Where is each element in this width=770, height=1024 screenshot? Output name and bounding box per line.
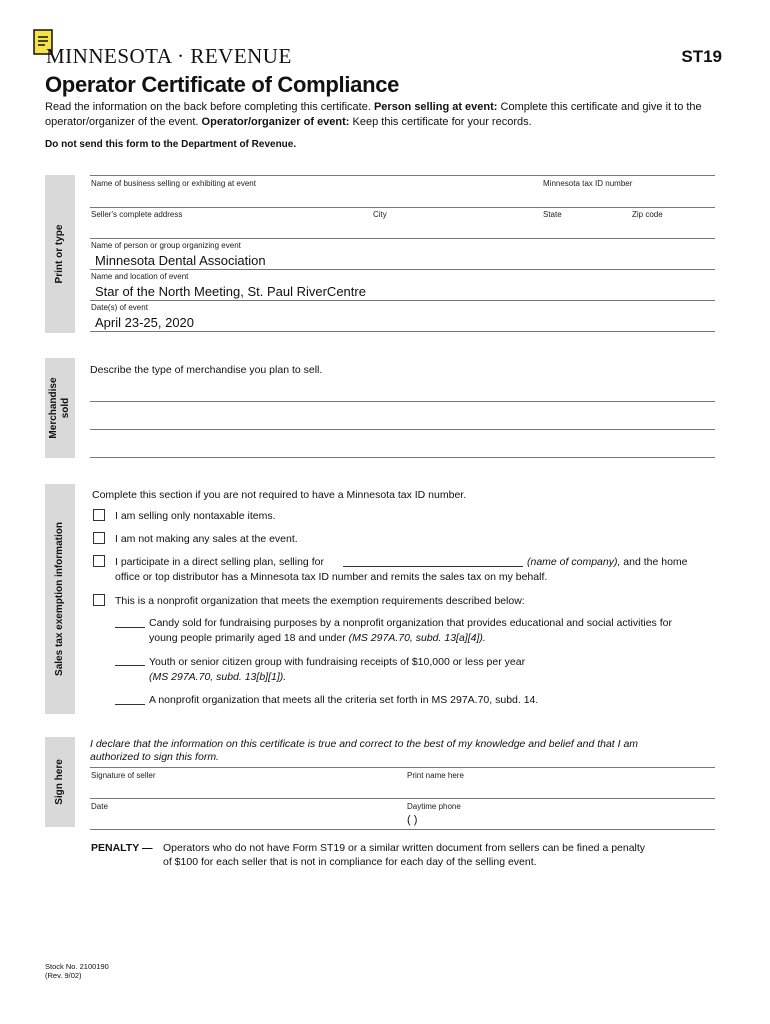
date-label: Date <box>91 802 108 811</box>
zip-label: Zip code <box>632 210 663 219</box>
date-field[interactable] <box>90 812 390 828</box>
merchandise-line-2[interactable] <box>90 429 715 430</box>
no-sales-checkbox[interactable] <box>93 532 105 544</box>
event-field[interactable]: Star of the North Meeting, St. Paul RiverCentre <box>95 284 366 299</box>
divider <box>90 767 715 768</box>
company-name-field[interactable] <box>343 566 523 567</box>
event-label: Name and location of event <box>91 272 189 281</box>
stock-number: Stock No. 2100190 <box>45 962 109 971</box>
divider <box>90 269 715 270</box>
penalty-label: PENALTY — <box>91 842 153 854</box>
youth-label: Youth or senior citizen group with fundraising receipts of $10,000 or less per year <box>149 656 526 668</box>
direct-selling-label: I participate in a direct selling plan, selling for <box>115 556 324 568</box>
sidebar-merch-label: Merchandise sold <box>48 377 71 439</box>
divider <box>90 331 715 332</box>
nonprofit-criteria-check-field[interactable] <box>115 704 145 705</box>
city-label: City <box>373 210 387 219</box>
nonprofit-label: This is a nonprofit organization that meets the exemption requirements described below: <box>115 595 525 607</box>
divider <box>90 829 715 830</box>
candy-label-line2: young people primarily aged 18 and under (MS 297A.70, subd. 13[a][4]). <box>149 632 486 644</box>
youth-label-line2: (MS 297A.70, subd. 13[b][1]). <box>149 671 287 683</box>
divider <box>90 238 715 239</box>
signature-label: Signature of seller <box>91 771 156 780</box>
declaration-text: I declare that the information on this certificate is true and correct to the best of my knowledge and belief and that I am <box>90 738 639 750</box>
exemption-intro: Complete this section if you are not required to have a Minnesota tax ID number. <box>92 489 467 501</box>
divider <box>90 798 715 799</box>
intro-text: Read the information on the back before completing this certificate. Person selling at event: Complete this certificate and give it to the operator/organizer of the event. Operator/organizer of event: Keep this certificate for your records. <box>45 101 702 128</box>
direct-selling-label-line2: office or top distributor has a Minnesota tax ID number and remits the sales tax on my behalf. <box>115 571 548 583</box>
candy-check-field[interactable] <box>115 627 145 628</box>
divider <box>90 207 715 208</box>
organizer-label: Name of person or group organizing event <box>91 241 241 250</box>
divider <box>90 175 715 176</box>
penalty-text: Operators who do not have Form ST19 or a similar written document from sellers can be fined a penalty <box>163 842 646 854</box>
sidebar-print <box>45 175 75 333</box>
form-code: ST19 <box>681 47 722 66</box>
address-field[interactable] <box>90 221 715 237</box>
address-label: Seller's complete address <box>91 210 183 219</box>
merchandise-line-3[interactable] <box>90 457 715 458</box>
merchandise-prompt: Describe the type of merchandise you plan to sell. <box>90 364 323 376</box>
nonprofit-checkbox[interactable] <box>93 594 105 606</box>
print-name-field[interactable] <box>406 782 715 798</box>
dates-label: Date(s) of event <box>91 303 148 312</box>
revision-date: (Rev. 9/02) <box>45 971 82 980</box>
tax-id-label: Minnesota tax ID number <box>543 179 633 188</box>
sidebar-sign-label: Sign here <box>54 759 65 805</box>
sidebar-merch <box>45 358 75 458</box>
dates-field[interactable]: April 23-25, 2020 <box>95 315 195 330</box>
business-name-field[interactable] <box>90 190 715 206</box>
phone-label: Daytime phone <box>407 802 461 811</box>
page-title: Operator Certificate of Compliance <box>45 72 400 97</box>
candy-label: Candy sold for fundraising purposes by a nonprofit organization that provides educational and social activities for <box>149 617 672 629</box>
warning-text: Do not send this form to the Department of Revenue. <box>45 139 297 150</box>
phone-field[interactable]: ( ) <box>407 814 418 826</box>
divider <box>90 300 715 301</box>
penalty-text-line2: of $100 for each seller that is not in compliance for each day of the selling event. <box>163 856 537 868</box>
sidebar-exempt <box>45 484 75 714</box>
sidebar-print-label: Print or type <box>54 224 65 284</box>
sidebar-exempt-label: Sales tax exemption information <box>54 522 65 676</box>
logo-text: MINNESOTA · REVENUE <box>46 44 292 68</box>
merchandise-line-1[interactable] <box>90 401 715 402</box>
business-name-label: Name of business selling or exhibiting at event <box>91 179 256 188</box>
organizer-field[interactable]: Minnesota Dental Association <box>95 253 266 268</box>
nonprofit-criteria-label: A nonprofit organization that meets all the criteria set forth in MS 297A.70, subd. 14. <box>149 694 539 706</box>
state-label: State <box>543 210 562 219</box>
direct-selling-label-cont: (name of company), and the home <box>527 556 688 568</box>
signature-field[interactable] <box>90 782 390 798</box>
direct-selling-checkbox[interactable] <box>93 555 105 567</box>
nontaxable-label: I am selling only nontaxable items. <box>115 510 276 522</box>
nontaxable-checkbox[interactable] <box>93 509 105 521</box>
declaration-text-line2: authorized to sign this form. <box>90 751 219 763</box>
youth-check-field[interactable] <box>115 665 145 666</box>
print-name-label: Print name here <box>407 771 464 780</box>
no-sales-label: I am not making any sales at the event. <box>115 533 298 545</box>
sidebar-sign <box>45 737 75 827</box>
